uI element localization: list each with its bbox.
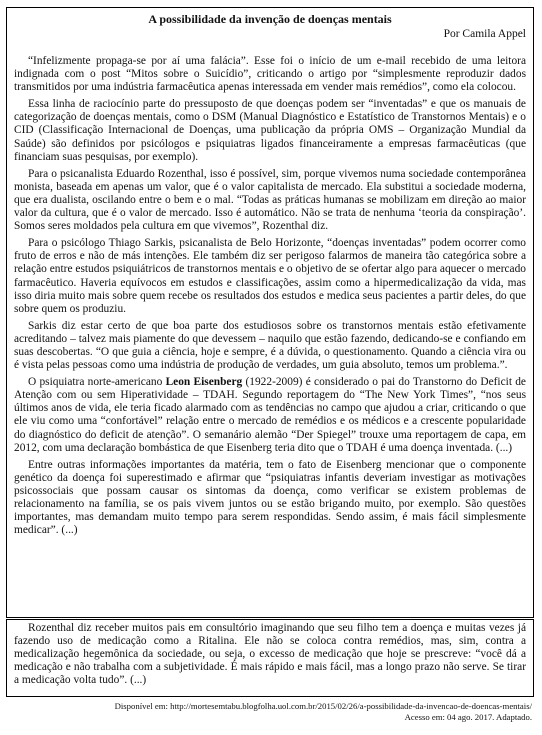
source-access-date: Acesso em: 04 ago. 2017. Adaptado.	[404, 712, 532, 722]
source-url: Disponível em: http://mortesemtabu.blogfolha.uol.com.br/2015/02/26/a-possibilidade-da-invencao-de-doencas-mentais/	[114, 701, 532, 711]
paragraph-text: (1922-2009) é considerado o pai do Transtorno do Deficit de Atenção com ou sem Hiperatividade – TDAH. Segundo reportagem do “The New York Times”, “nos seus últimos anos de vida, ele teria ficado alarmado com as tendências no campo que ajudou a criar, criticando o que ele viu como uma “confortável” relação entre o mercado de remédios e os médicos e a crescente popularidade do diagnóstico do deficit de atenção”. O semanário alemão “Der Spiegel” trouxe uma reportagem de capa, em 2012, com uma declaração bombástica de que Eisenberg teria dito que o TDAH é uma doença inventada. (...)	[14, 376, 526, 454]
article-author: Por Camila Appel	[443, 28, 526, 40]
paragraph: Entre outras informações importantes da matéria, tem o fato de Eisenberg mencionar que o componente genético da doença foi superestimado e afirmar que “psiquiatras infantis deveriam investigar as motivações psicossociais que possam causar os sintomas da doença, como verificar se existem problemas de relacionamento na família, se os pais vivem juntos ou se estão brigando muito, por exemplo. São questões importantes, mas demandam muito tempo para serem respondidas. Sendo assim, é mais fácil simplesmente medicar”. (...)	[14, 458, 526, 537]
paragraph: Para o psicólogo Thiago Sarkis, psicanalista de Belo Horizonte, “doenças inventadas” podem ocorrer como fruto de erros e não de más intenções. Ele também diz ser perigoso falarmos de maneira tão categórica sobre a relação entre estudos psiquiátricos de transtornos mentais e o objetivo de se ofertar algo para aquecer o mercado farmacêutico. Haveria equívocos em estudos e classificações, assim como a hipermedicalização da vida, mas isso diria muito mais sobre quem recebe os resultados dos estudos e medica seus pacientes a partir deles, do que sobre quem os produziu.	[14, 237, 526, 315]
paragraph: “Infelizmente propaga-se por aí uma falácia”. Esse foi o início de um e-mail recebido de uma leitora indignada com o post “Mitos sobre o Suicídio”, criticando o artigo por “simplesmente reproduzir dados transmitidos por uma indústria farmacêutica apenas interessada em vender mais remédios”, como ela colocou.	[14, 55, 526, 94]
person-name: Leon Eisenberg	[165, 376, 243, 389]
article-box	[6, 7, 534, 618]
continuation-box	[6, 619, 534, 697]
paragraph: Para o psicanalista Eduardo Rozenthal, isso é possível, sim, porque vivemos numa sociedade contemporânea monista, baseada em apenas um valor, que é o valor capitalista de mercado. Ela substitui a sociedade moderna, que era dualista, oscilando entre o bem e o mal. “Todas as práticas humanas se mobilizam em direção ao maior valor da cultura, que é o valor de mercado. Isso é automático. Não se trata de nenhuma ‘teoria da conspiração’. Somos seres moldados pela cultura em que vivemos”, Rozenthal diz.	[14, 167, 526, 233]
paragraph: Sarkis diz estar certo de que boa parte dos estudiosos sobre os transtornos mentais estão efetivamente acreditando – talvez mais piamente do que devessem – naquilo que estão fazendo, dedicando-se e confiando em suas descobertas. “O que guia a ciência, hoje e sempre, é a dúvida, o questionamento. Quando a ciência vira ou é vista pelas pessoas como uma indústria de produção de verdades, um guia absoluto, temos um problema.”.	[14, 319, 526, 372]
paragraph: Essa linha de raciocínio parte do pressuposto de que doenças podem ser “inventadas” e que os manuais de categorização de doenças mentais, como o DSM (Manual Diagnóstico e Estatístico de Transtornos Mentais) e o CID (Classificação Internacional de Doenças, uma publicação da própria OMS – Organização Mundial da Saúde) são definidos por psicólogos e psiquiatras ligados financeiramente a empresas farmacêuticas (que financiam suas pesquisas, por exemplo).	[14, 98, 526, 163]
paragraph: Rozenthal diz receber muitos pais em consultório imaginando que seu filho tem a doença e muitas vezes já fazendo uso de medicação como a Ritalina. Ele não se coloca contra remédios, mas, sim, contra a medicalização hegemônica da sociedade, ou seja, o excesso de medicação que hoje se prescreve: “você dá a medicação e não trabalha com a subjetividade. É mais rápido e mais fácil, mas a longo prazo não serve. Se tirar a medicação volta tudo”. (...)	[14, 622, 526, 687]
article-title: A possibilidade da invenção de doenças mentais	[148, 12, 392, 26]
source-citation	[12, 701, 532, 723]
paragraph-eisenberg	[14, 376, 526, 455]
article-body	[14, 55, 526, 537]
paragraph-text: O psiquiatra norte-americano	[28, 376, 166, 389]
